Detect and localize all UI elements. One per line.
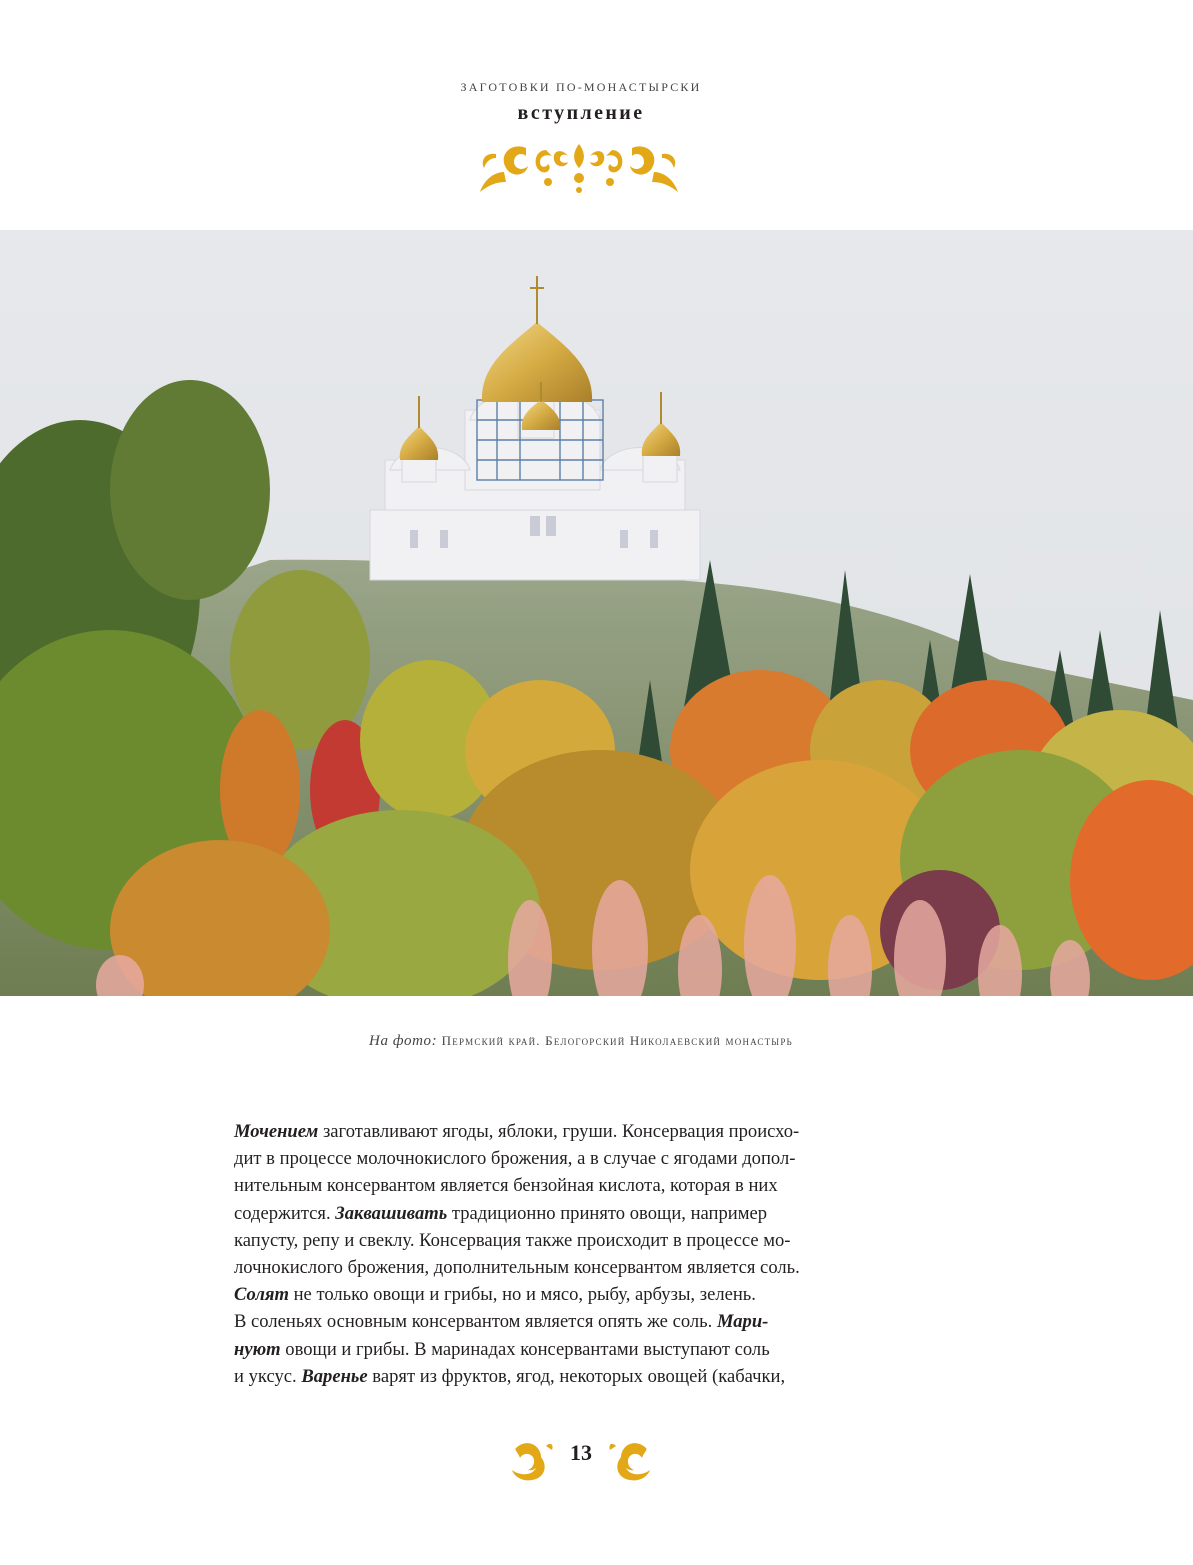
caption-lead: На фото: bbox=[369, 1033, 438, 1049]
text-run: нительным консервантом является бензойная кислота, которая в них bbox=[234, 1175, 778, 1197]
text-run: содержится. bbox=[234, 1202, 336, 1224]
text-line bbox=[234, 1308, 934, 1335]
text-line bbox=[234, 1200, 934, 1227]
running-header: ЗАГОТОВКИ ПО-МОНАСТЫРСКИ bbox=[460, 80, 702, 94]
text-run: и уксус. bbox=[234, 1365, 302, 1387]
text-run: традиционно принято овощи, например bbox=[447, 1202, 768, 1224]
text-line bbox=[234, 1281, 934, 1308]
text-run: варят из фруктов, ягод, некоторых овощей (кабачки, bbox=[367, 1365, 786, 1387]
term-highlight: Мочением bbox=[234, 1121, 319, 1142]
text-run: дит в процессе молочнокислого брожения, а в случае с ягодами допол- bbox=[234, 1148, 796, 1170]
term-highlight: Заквашивать bbox=[335, 1202, 448, 1224]
section-title: вступление bbox=[517, 102, 645, 124]
text-run: заготавливают ягоды, яблоки, груши. Консервация происхо- bbox=[318, 1121, 800, 1142]
term-highlight: Варенье bbox=[301, 1365, 368, 1387]
term-highlight: нуют bbox=[234, 1338, 281, 1360]
text-run: лочнокислого брожения, дополнительным консервантом является соль. bbox=[234, 1257, 800, 1279]
text-line bbox=[234, 1145, 934, 1172]
body-paragraph bbox=[234, 1118, 934, 1390]
term-highlight: Солят bbox=[234, 1284, 289, 1306]
text-run: капусту, репу и свеклу. Консервация также происходит в процессе мо- bbox=[234, 1229, 791, 1251]
photo-monastery bbox=[0, 230, 1193, 996]
text-run: В соленьях основным консервантом является опять же соль. bbox=[234, 1311, 717, 1333]
gold-floral-ornament-icon bbox=[476, 138, 682, 198]
text-line bbox=[234, 1254, 934, 1281]
text-line bbox=[234, 1118, 934, 1145]
caption-place: Пермский край. Белогорский Николаевский монастырь bbox=[441, 1033, 793, 1048]
text-line bbox=[234, 1227, 934, 1254]
text-run: овощи и грибы. В маринадах консервантами выступают соль bbox=[280, 1338, 770, 1360]
photo-caption bbox=[0, 1033, 1162, 1050]
text-line bbox=[234, 1363, 934, 1390]
text-line bbox=[234, 1336, 934, 1363]
text-run: не только овощи и грибы, но и мясо, рыбу, арбузы, зелень. bbox=[288, 1284, 756, 1306]
page-number: 13 bbox=[570, 1440, 592, 1465]
text-line bbox=[234, 1172, 934, 1199]
term-highlight: Мари- bbox=[716, 1311, 769, 1333]
